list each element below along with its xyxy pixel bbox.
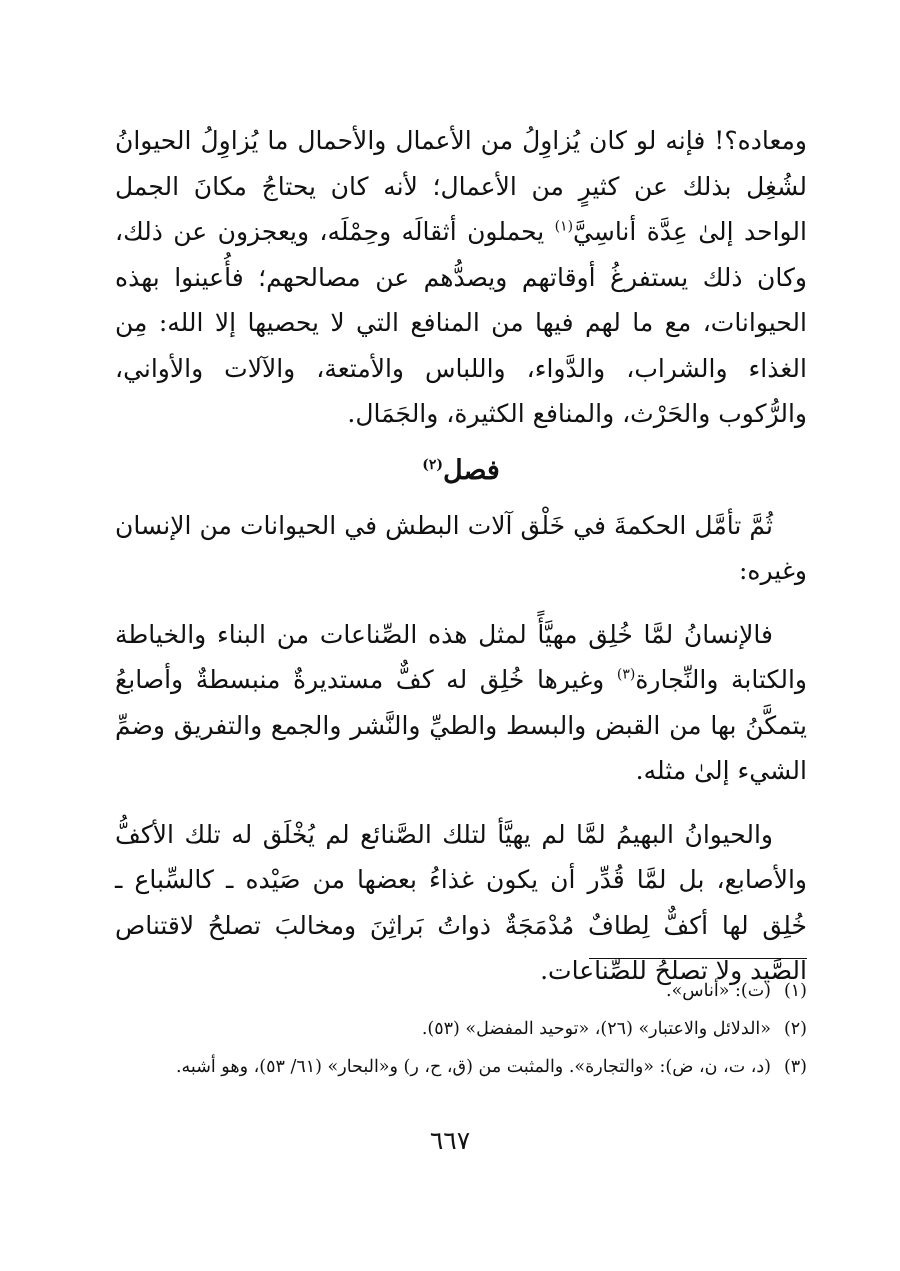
page-number: ٦٦٧ [429,1126,471,1155]
footnote-1-number: (١) [783,981,807,1001]
footnote-3-number: (٣) [783,1057,807,1077]
footnote-1 [115,974,807,1008]
footnote-2-number: (٢) [783,1019,807,1039]
paragraph-1-text-b: يحملون أثقالَه وحِمْلَه، ويعجزون عن ذلك، وكان ذلك يستفرغُ أوقاتهم ويصدُّهم عن مصالحهم؛ فأُعينوا بهذه الحيوانات، مع ما لهم فيها من المنافع التي لا يحصيها إلا الله: مِن الغذاء والشراب، والدَّواء، واللباس والأمتعة، والآلات والأواني، والرُّكوب والحَرْث، والمنافع الكثيرة، والجَمَال. [115,217,807,428]
footnote-ref-2: (٢) [422,456,443,473]
footnote-2 [115,1012,807,1046]
paragraph-3 [115,612,807,794]
main-text [115,118,807,994]
paragraph-4: والحيوانُ البهيمُ لمَّا لم يهيَّأ لتلك الصَّنائع لم يُخْلَق له تلك الأكفُّ والأصابع، بل لمَّا قُدِّر أن يكون غذاءُ بعضها من صَيْده ـ كالسِّباع ـ خُلِق لها أكفٌّ لِطافٌ مُدْمَجَةٌ ذواتُ بَراثِنَ ومخالبَ تصلحُ لاقتناص الصَّيد ولا تصلحُ للصِّناعات. [115,819,807,985]
footnote-3 [115,1050,807,1084]
paragraph-1-text-a: ومعاده؟! فإنه لو كان يُزاوِلُ من الأعمال والأحمال ما يُزاوِلُ الحيوانُ لشُغِل بذلك عن كثيرٍ من الأعمال؛ لأنه كان يحتاجُ مكانَ الجمل الواحد إلىٰ عِدَّة أناسِيَّ [115,126,807,246]
footnote-separator [589,958,807,959]
paragraph-3-text-a: فالإنسانُ لمَّا خُلِق مهيَّأً لمثل هذه الصِّناعات من البناء والخياطة والكتابة والنِّجارة [115,619,807,694]
footnote-ref-1: (١) [554,218,574,235]
section-heading-text: فصل [443,454,500,486]
footnote-2-text: «الدلائل والاعتبار» (٢٦)، «توحيد المفضل» (٥٣). [421,1019,771,1039]
footnote-1-text: (ت): «أناس». [666,981,771,1001]
paragraph-2: ثُمَّ تأمَّل الحكمةَ في خَلْق آلات البطش في الحيوانات من الإنسان وغيره: [115,510,807,585]
footnotes [115,974,807,1088]
footnote-3-text: (د، ت، ن، ض): «والتجارة». والمثبت من (ق، ح، ر) و«البحار» (٦١/ ٥٣)، وهو أشبه. [175,1057,771,1077]
paragraph-1 [115,118,807,437]
paragraph-3-text-b: وغيرها خُلِق له كفٌّ مستديرةٌ منبسطةٌ وأصابعُ يتمكَّنُ بها من القبض والبسط والطيِّ والنَّشر والجمع والتفريق وضمِّ الشيء إلىٰ مثله. [115,665,807,785]
section-heading [115,447,807,495]
footnote-ref-3: (٣) [616,666,636,683]
